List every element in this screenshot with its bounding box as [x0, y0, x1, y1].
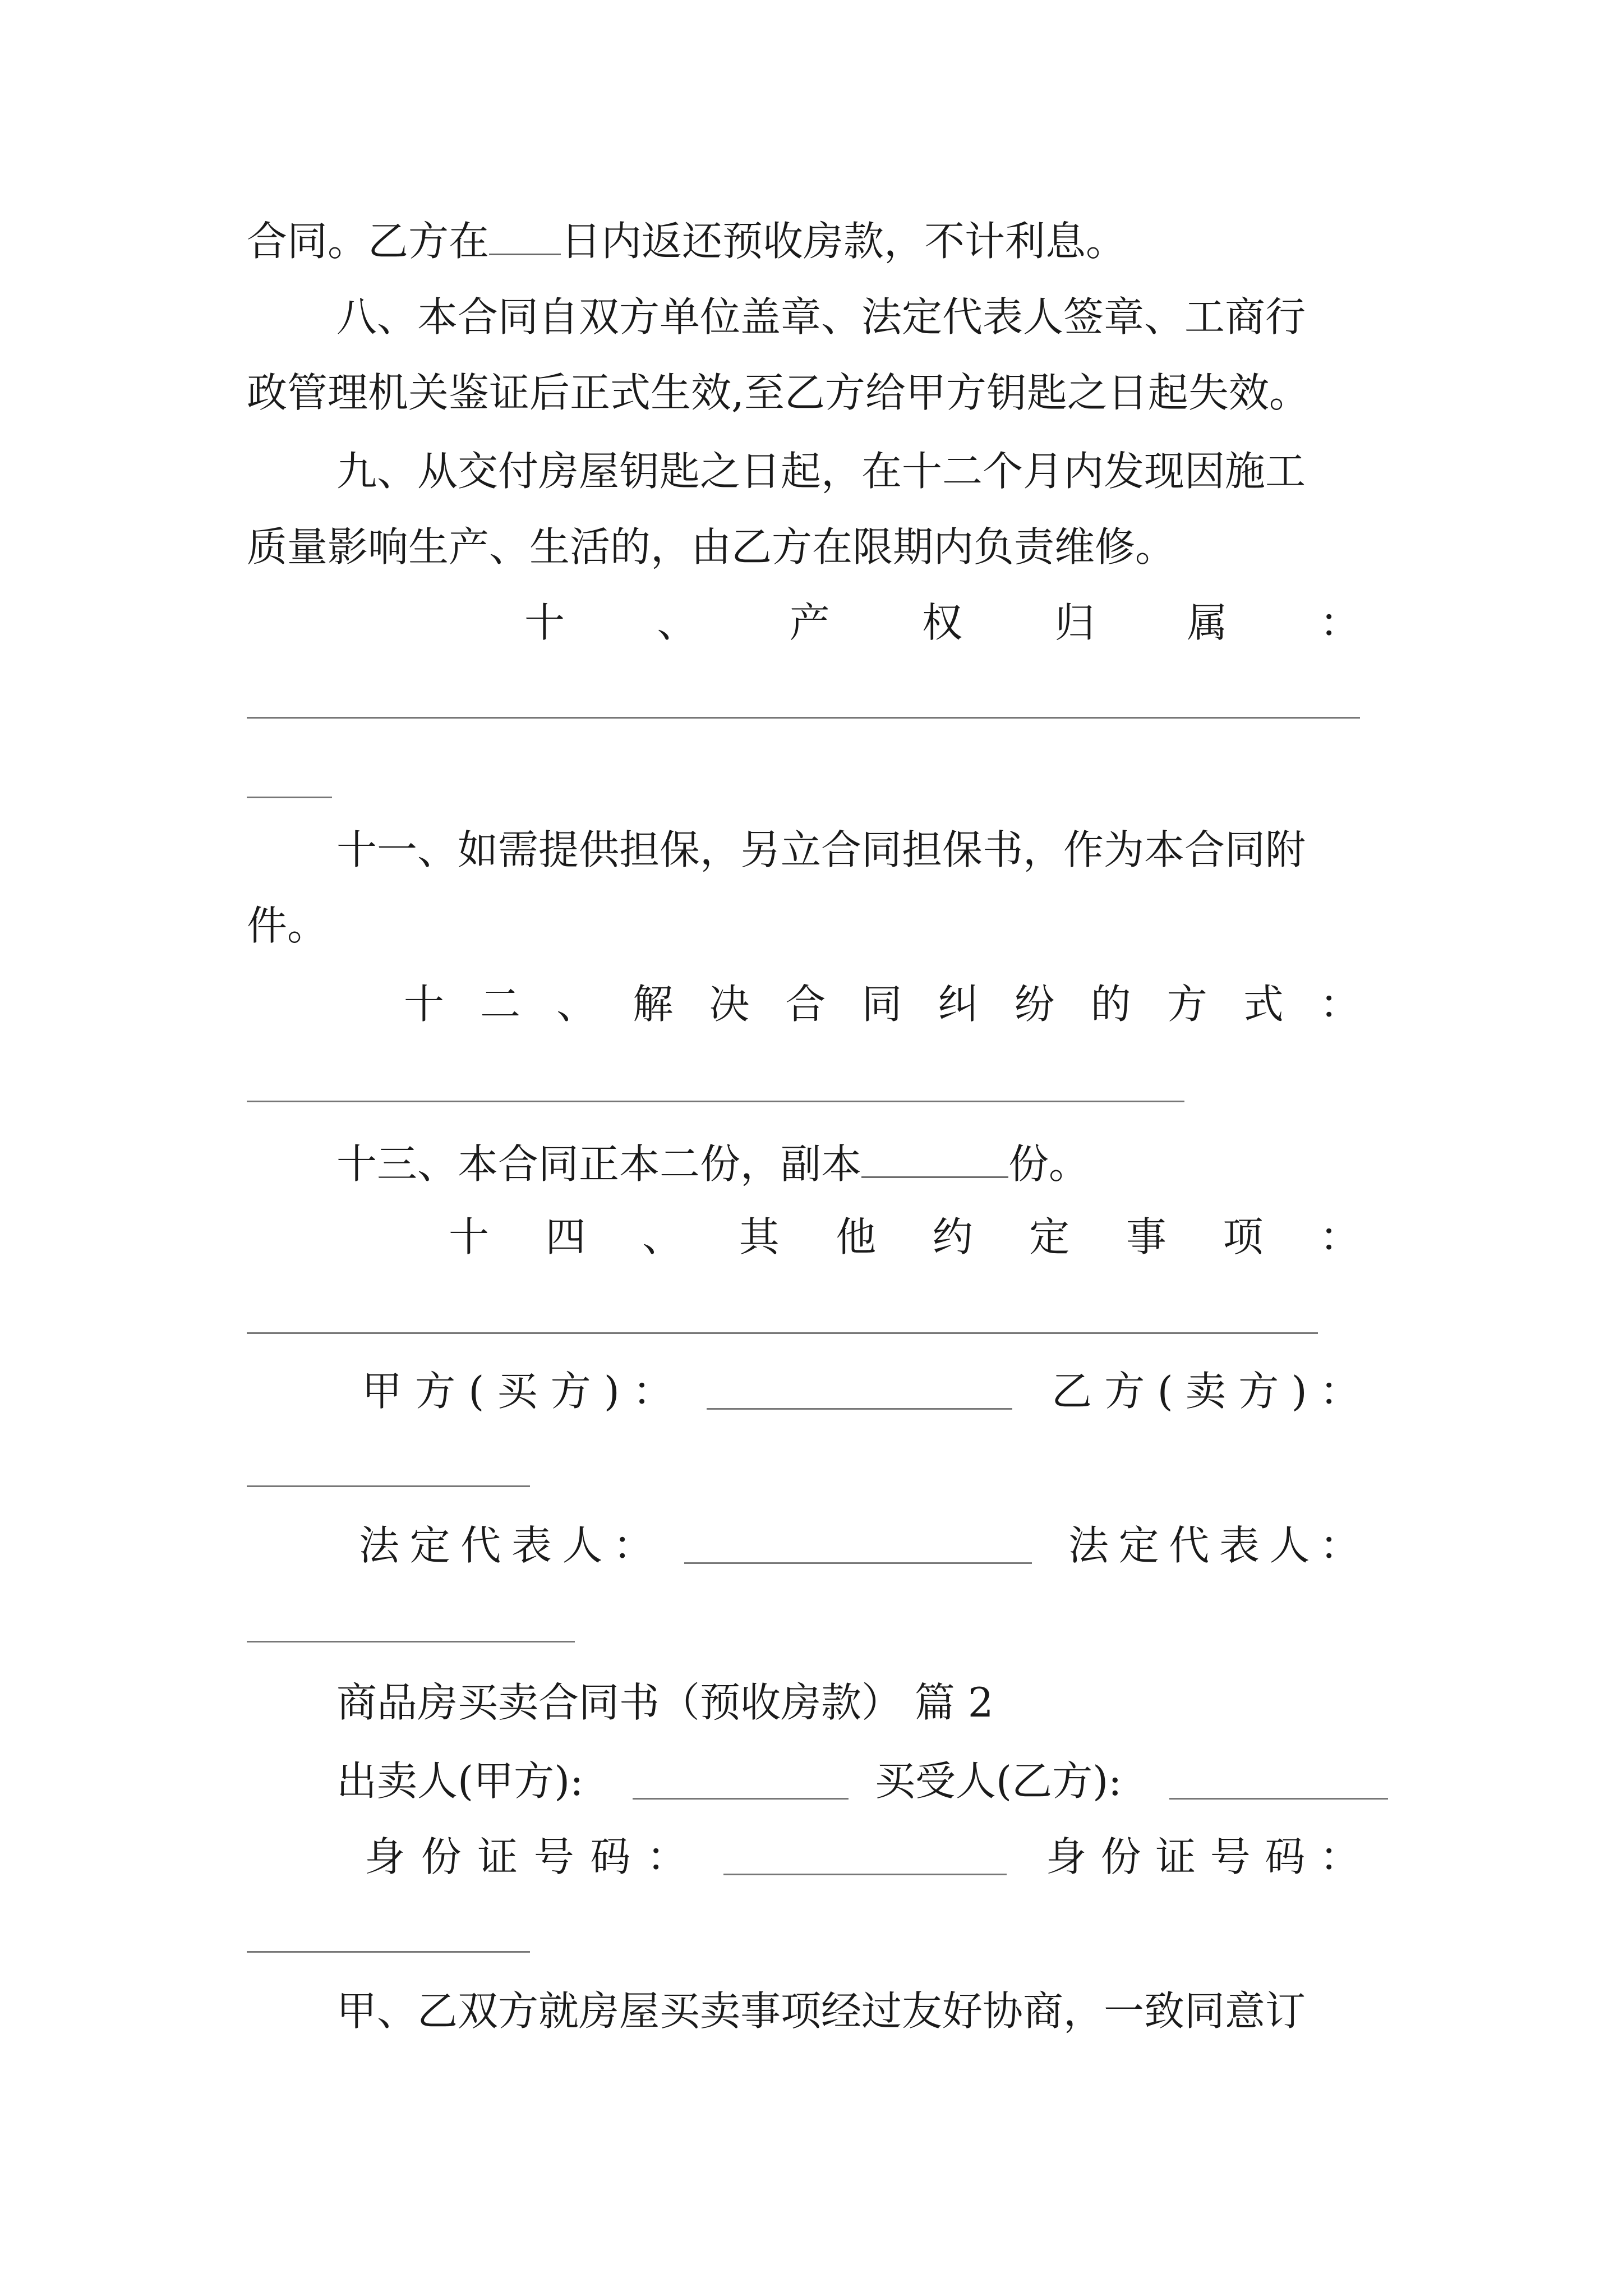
- rep-b-blank: [247, 1641, 575, 1642]
- party-b-label: 乙 方 ( 卖 方 ) ：: [1052, 1368, 1360, 1415]
- seller-blank: [633, 1798, 849, 1800]
- clause-10-blank-line-2: [247, 797, 332, 798]
- clause-7-end: 合同。乙方在 日内返还预收房款，不计利息。: [247, 218, 1127, 265]
- clause-9-line-2: 质量影响生产、生活的，由乙方在限期内负责维修。: [247, 523, 1176, 570]
- rep-a-label: 法 定 代 表 人 ：: [359, 1522, 653, 1569]
- copies-blank: [861, 1143, 1008, 1178]
- buyer-id-label: 身 份 证 号 码 ：: [1046, 1833, 1360, 1880]
- clause-12-blank-line: [247, 1101, 1184, 1102]
- seller-label: 出卖人(甲方):: [336, 1757, 584, 1805]
- buyer-blank: [1169, 1798, 1388, 1800]
- clause-8-line-2: 政管理机关鉴证后正式生效,至乙方给甲方钥匙之日起失效。: [247, 369, 1310, 416]
- contract-2-heading: 商品房买卖合同书（预收房款） 篇 2: [336, 1679, 994, 1726]
- clause-10-heading: 十 、 产 权 归 属 ：: [524, 599, 1360, 646]
- seller-id-label: 身 份 证 号 码 ：: [365, 1833, 687, 1880]
- party-a-blank: [707, 1408, 1012, 1410]
- clause-10-blank-line-1: [247, 717, 1360, 719]
- party-b-blank: [247, 1485, 530, 1487]
- clause-14-heading: 十 四 、 其 他 约 定 事 项 ：: [449, 1213, 1360, 1260]
- rep-b-label: 法 定 代 表 人 ：: [1068, 1522, 1360, 1569]
- party-a-label: 甲 方 ( 买 方 ) ：: [362, 1368, 673, 1415]
- clause-12-heading: 十 二 、 解 决 合 同 纠 纷 的 方 式 ：: [404, 981, 1360, 1028]
- clause-14-blank-line: [247, 1332, 1318, 1334]
- clause-11-line-2: 件。: [247, 902, 328, 949]
- seller-id-blank: [723, 1874, 1007, 1875]
- clause-9-line-1: 九、从交付房屋钥匙之日起，在十二个月内发现因施工: [336, 448, 1306, 495]
- buyer-id-blank: [247, 1951, 530, 1953]
- refund-days-blank: [489, 220, 561, 255]
- rep-a-blank: [684, 1562, 1032, 1564]
- buyer-label: 买受人(乙方):: [875, 1757, 1122, 1805]
- clause-11-line-1: 十一、如需提供担保，另立合同担保书，作为本合同附: [336, 826, 1306, 873]
- clause-8-line-1: 八、本合同自双方单位盖章、法定代表人签章、工商行: [336, 293, 1306, 341]
- contract-2-intro: 甲、乙双方就房屋买卖事项经过友好协商，一致同意订: [336, 1987, 1306, 2035]
- clause-13: 十三、本合同正本二份，副本 份。: [336, 1140, 1090, 1188]
